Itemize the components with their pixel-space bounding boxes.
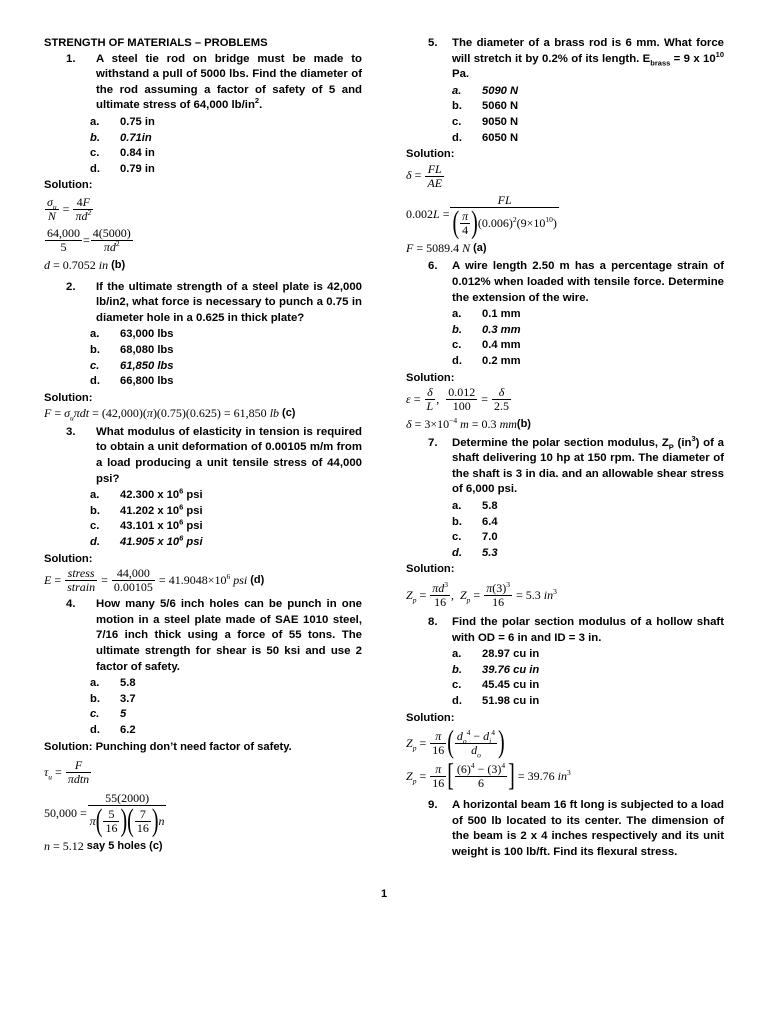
question-number: 8. — [428, 616, 438, 629]
solution-label: Solution: — [44, 552, 93, 565]
option-c — [90, 359, 362, 375]
option-a — [452, 84, 724, 100]
options-list — [44, 327, 362, 389]
options-list — [44, 676, 362, 738]
option-letter: d. — [90, 375, 100, 388]
option-a — [90, 676, 362, 692]
solution-label: Solution: — [406, 148, 455, 161]
option-text: 45.45 cu in — [482, 679, 540, 692]
option-letter: c. — [90, 147, 100, 160]
option-text: 5.8 — [482, 500, 498, 513]
question-text: What modulus of elasticity in tension is required to obtain a unit deformation of 0.00105 m/m from a load producing a unit tensile stress of 44,000 psi? — [96, 425, 362, 485]
options-list — [44, 488, 362, 550]
question-2 — [44, 280, 362, 327]
option-letter: a. — [90, 489, 100, 502]
option-letter: d. — [90, 536, 100, 549]
option-a — [452, 499, 724, 515]
solution-6-math: ε = $\frac{\delta}{L}$ , $\frac{0.012}{100}$ = $\frac{\delta}{2.5}$ $\delta = 3\times 10^{-4}$ m = 0.3 mm (b) — [406, 385, 531, 432]
option-a — [90, 327, 362, 343]
question-9 — [406, 798, 724, 860]
question-number: 9. — [428, 799, 438, 812]
option-letter: c. — [452, 531, 462, 544]
question-text: Determine the polar section modulus, $Z_P$ $(in^3)$ of a shaft delivering 10 hp at 150 rpm. The diameter of the shaft is 3 in dia. and an allowable shear stress of 6,000 psi. — [452, 433, 724, 496]
option-d — [452, 131, 724, 147]
solution-4-math: $\tau_u$ = $\frac{F}{\text{πdtn}}$ 50,000 = 55(2000) π ( $\frac{5}{16}$ ) ( $\frac{7}{16}$ ) n n = 5.12 say 5 holes (c) — [44, 758, 165, 854]
option-d — [90, 374, 362, 390]
option-letter: b. — [90, 504, 100, 517]
solution-label: Solution: — [44, 179, 93, 192]
option-letter: b. — [452, 663, 462, 676]
option-letter: d. — [452, 131, 462, 144]
option-text: 5.3 — [482, 546, 498, 559]
option-c — [452, 530, 724, 546]
answer-5: (a) — [473, 241, 487, 254]
option-letter: c. — [90, 520, 100, 533]
option-d — [90, 162, 362, 178]
option-text: 42.300 x $10^6$ psi — [120, 486, 203, 502]
right-column — [406, 36, 724, 861]
answer-6: (b) — [516, 418, 531, 431]
question-4 — [44, 597, 362, 675]
option-letter: d. — [452, 354, 462, 367]
solution-8-math: $Z_p$ = $\frac{\pi}{16}$ ( $\frac{d_o^4 - d_i^4}{d_o}$ ) $Z_p$ = $\frac{\pi}{16}$ [ $\frac{(6)^4 - (3)^4}{6}$ ] = 39.76 $in^3$ — [406, 724, 571, 794]
option-d — [452, 354, 724, 370]
option-d — [452, 546, 724, 562]
option-b — [90, 343, 362, 359]
option-b — [452, 323, 724, 339]
question-number: 7. — [428, 436, 438, 449]
option-text: 6.2 — [120, 723, 136, 736]
option-letter: a. — [452, 308, 462, 321]
option-text: 6050 N — [482, 131, 519, 144]
solution-label: Solution: — [406, 371, 455, 384]
option-text: 43.101 x $10^6$ psi — [120, 517, 203, 533]
option-text: 28.97 cu in — [482, 648, 540, 661]
solution-note: Solution: Punching don’t need factor of safety. — [44, 740, 292, 753]
page-title: STRENGTH OF MATERIALS – PROBLEMS — [44, 37, 268, 49]
option-letter: c. — [90, 359, 100, 372]
option-text: 51.98 cu in — [482, 695, 540, 707]
option-letter: b. — [452, 515, 462, 528]
option-letter: a. — [90, 328, 100, 341]
option-c — [452, 115, 724, 131]
option-text: 68,080 lbs — [120, 343, 174, 356]
question-text: A wire length 2.50 m has a percentage strain of 0.012% when loaded with tensile force. Determine the extension of the wire. — [452, 260, 724, 304]
option-letter: b. — [452, 100, 462, 113]
options-list — [406, 647, 724, 709]
question-6 — [406, 259, 724, 306]
solution-label: Solution: — [44, 391, 93, 404]
question-number: 2. — [66, 280, 76, 293]
option-text: 0.4 mm — [482, 339, 521, 352]
option-text: 9050 N — [482, 115, 519, 128]
option-c — [90, 146, 362, 162]
question-8 — [406, 615, 724, 646]
option-text: 5 — [120, 708, 127, 721]
option-letter: c. — [452, 115, 462, 128]
option-letter: d. — [452, 546, 462, 559]
solution-5-math: δ = $\frac{FL}{AE}$ 0.002L = FL ( $\frac{\pi}{4}$ ) $(0.006)^2(9\times 10^{10})$ F = 5089.4 N (a) — [406, 161, 557, 255]
option-c — [452, 338, 724, 354]
question-text: A horizontal beam 16 ft long is subjected to a load of 500 lb located to its center. The dimension of the beam is 2 x 4 inches respectively and its unit weight is 100 lb/ft. Find its flexural stress. — [452, 799, 724, 858]
option-letter: c. — [452, 339, 462, 352]
option-d — [90, 723, 362, 739]
option-text: 0.71in — [120, 131, 152, 144]
option-c — [90, 519, 362, 535]
option-letter: a. — [452, 648, 462, 661]
question-number: 6. — [428, 260, 438, 273]
question-3 — [44, 425, 362, 487]
option-text: 0.1 mm — [482, 308, 521, 321]
option-a — [90, 115, 362, 131]
solution-3-math: E = $\frac{\text{stress}}{\text{strain}}$ = $\frac{44,000}{0.00105}$ = $41.9048\times 10^6$ psi (d) — [44, 566, 265, 595]
option-text: 41.202 x $10^6$ psi — [120, 502, 203, 517]
option-text: 5.8 — [120, 677, 136, 690]
option-letter: b. — [452, 323, 462, 336]
option-text: 61,850 lbs — [120, 359, 174, 372]
option-b — [452, 99, 724, 115]
solution-label: Solution: — [406, 711, 455, 724]
answer-1: (b) — [111, 258, 126, 271]
option-letter: c. — [90, 708, 100, 721]
answer-3: (d) — [250, 573, 265, 586]
solution-label: Solution: — [406, 563, 455, 576]
option-text: 0.75 in — [120, 115, 155, 128]
option-b — [452, 663, 724, 679]
option-letter: d. — [90, 723, 100, 736]
question-number: 3. — [66, 425, 76, 438]
question-1 — [44, 52, 362, 114]
solution-7-math: $Z_p$ = $\frac{\pi d^3}{16}$ , $Z_p$ = $\frac{\pi(3)^3}{16}$ = 5.3 $in^3$ — [406, 580, 557, 610]
options-list — [44, 115, 362, 177]
option-a — [452, 647, 724, 663]
answer-2: (c) — [282, 407, 296, 420]
question-number: 1. — [66, 52, 76, 65]
option-letter: b. — [90, 692, 100, 705]
page-number: 1 — [380, 888, 388, 900]
answer-4: say 5 holes (c) — [86, 840, 163, 853]
option-text: 39.76 cu in — [482, 663, 540, 676]
option-text: 66,800 lbs — [120, 375, 174, 388]
question-number: 5. — [428, 37, 438, 49]
option-d — [452, 694, 724, 710]
solution-1-math: $\frac{\sigma_u}{N}$ = $\frac{4F}{\pi d^2}$ $\frac{64,000}{5}$ = $\frac{4(5000)}{\pi d^2}$ d = 0.7052 in (b) — [44, 194, 131, 272]
option-letter: a. — [90, 115, 100, 128]
option-c — [90, 707, 362, 723]
option-text: 63,000 lbs — [120, 328, 174, 341]
options-list — [406, 499, 724, 561]
question-text: If the ultimate strength of a steel plate is 42,000 lb/in2, what force is necessary to punch a 0.75 in diameter hole in a 0.625 in thick plate? — [96, 280, 362, 324]
option-letter: a. — [452, 84, 462, 97]
option-b — [90, 504, 362, 520]
option-b — [452, 515, 724, 531]
left-column — [44, 36, 362, 855]
option-text: 0.84 in — [120, 147, 155, 160]
option-letter: d. — [452, 695, 462, 707]
option-c — [452, 678, 724, 694]
question-text: How many 5/6 inch holes can be punch in one motion in a steel plate made of SAE 1010 steel, 7/16 inch thick using a force of 55 tons. The ultimate strength for shear is 50 ksi and use 2 factor of safety. — [96, 598, 362, 673]
question-7 — [406, 433, 724, 498]
options-list — [406, 84, 724, 146]
option-letter: b. — [90, 343, 100, 356]
option-b — [90, 692, 362, 708]
option-text: 0.79 in — [120, 162, 155, 175]
question-5 — [406, 36, 724, 83]
option-text: 6.4 — [482, 515, 498, 528]
option-text: 0.3 mm — [482, 323, 521, 336]
option-letter: a. — [90, 677, 100, 690]
option-text: 0.2 mm — [482, 354, 521, 367]
option-letter: b. — [90, 131, 100, 144]
option-text: 41.905 x $10^6$ psi — [120, 533, 203, 549]
option-text: 7.0 — [482, 531, 498, 544]
question-text: The diameter of a brass rod is 6 mm. What force will stretch it by 0.2% of its length. $E_{brass} = 9$ x $10^{10}$ Pa. — [452, 37, 725, 81]
option-a — [90, 488, 362, 504]
option-text: 5060 N — [482, 100, 519, 113]
option-b — [90, 131, 362, 147]
question-text: A steel tie rod on bridge must be made to withstand a pull of 5000 lbs. Find the diameter of the rod assuming a factor of safety of 5 and ultimate stress of 64,000 $lb/in^2$. — [96, 52, 362, 112]
option-d — [90, 535, 362, 551]
option-letter: a. — [452, 500, 462, 513]
solution-2-math: $F = \sigma_u\pi dt = (42,000)(\pi)(0.75)(0.625) = 61,850$ lb (c) — [44, 406, 296, 423]
option-a — [452, 307, 724, 323]
question-number: 4. — [66, 598, 76, 611]
option-text: 3.7 — [120, 692, 136, 705]
option-letter: c. — [452, 679, 462, 692]
question-text: Find the polar section modulus of a hollow shaft with OD = 6 in and ID = 3 in. — [452, 616, 724, 644]
options-list — [406, 307, 724, 369]
option-text: 5090 N — [482, 84, 519, 97]
option-letter: d. — [90, 162, 100, 175]
